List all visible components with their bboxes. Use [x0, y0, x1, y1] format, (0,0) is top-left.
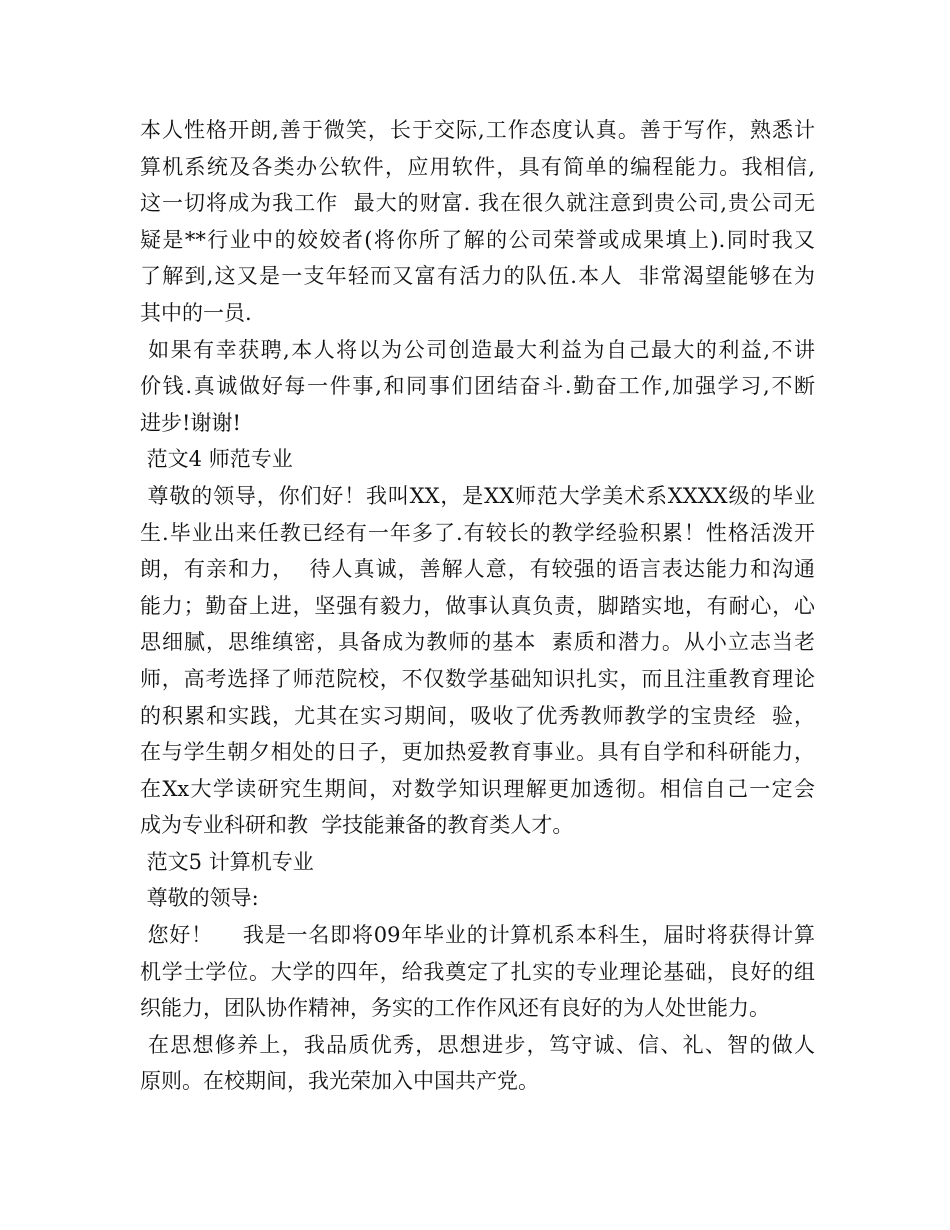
text-line: 师，高考选择了师范院校，不仅数学基础知识扎实，而且注重教育理论: [140, 666, 815, 691]
text-line: 能力；勤奋上进，坚强有毅力，做事认真负责，脚踏实地，有耐心，心: [140, 593, 815, 618]
text-line: 生.毕业出来任教已经有一年多了.有较长的教学经验积累！性格活泼开: [140, 520, 815, 545]
text-line: 了解到,这又是一支年轻而又富有活力的队伍.本人 非常渴望能够在为: [140, 264, 815, 289]
text-line: 的积累和实践，尤其在实习期间，吸收了优秀教师教学的宝贵经 验，: [140, 703, 815, 728]
text-line: 本人性格开朗,善于微笑，长于交际,工作态度认真。善于写作，熟悉计: [140, 118, 815, 142]
text-line: 朗，有亲和力， 待人真诚，善解人意，有较强的语言表达能力和沟通: [140, 557, 815, 582]
text-line: 尊敬的领导:: [140, 886, 259, 911]
text-line: 价钱.真诚做好每一件事,和同事们团结奋斗.勤奋工作,加强学习,不断: [140, 374, 815, 399]
text-line: 在Xx大学读研究生期间，对数学知识理解更加透彻。相信自己一定会: [140, 776, 815, 801]
text-line: 您好！ 我是一名即将09年毕业的计算机系本科生，届时将获得计算: [140, 923, 815, 948]
text-line: 疑是**行业中的姣姣者(将你所了解的公司荣誉或成果填上).同时我又: [140, 227, 815, 252]
text-line: 在与学生朝夕相处的日子，更加热爱教育事业。具有自学和科研能力，: [140, 740, 815, 765]
text-line: 范文4 师范专业: [140, 447, 293, 472]
text-line: 算机系统及各类办公软件，应用软件，具有简单的编程能力。我相信,: [140, 154, 815, 179]
text-line: 机学士学位。大学的四年，给我奠定了扎实的专业理论基础，良好的组: [140, 959, 815, 984]
text-line: 范文5 计算机专业: [140, 849, 314, 874]
text-line: 织能力，团队协作精神，务实的工作作风还有良好的为人处世能力。: [140, 996, 770, 1021]
text-line: 这一切将成为我工作 最大的财富. 我在很久就注意到贵公司,贵公司无: [140, 191, 815, 216]
text-line: 在思想修养上，我品质优秀，思想进步，笃守诚、信、礼、智的做人: [140, 1032, 815, 1057]
text-line: 思细腻，思维缜密，具备成为教师的基本 素质和潜力。从小立志当老: [140, 630, 815, 655]
text-line: 尊敬的领导，你们好！我叫XX，是XX师范大学美术系XXXX级的毕业: [140, 483, 815, 508]
text-line: 成为专业科研和教 学技能兼备的教育类人才。: [140, 813, 574, 838]
document-body: [140, 112, 815, 1100]
text-line: 如果有幸获聘,本人将以为公司创造最大利益为自己最大的利益,不讲: [140, 337, 815, 362]
text-line: 进步!谢谢!: [140, 410, 241, 435]
text-line: 其中的一员.: [140, 300, 252, 325]
text-line: 原则。在校期间，我光荣加入中国共产党。: [140, 1069, 539, 1094]
